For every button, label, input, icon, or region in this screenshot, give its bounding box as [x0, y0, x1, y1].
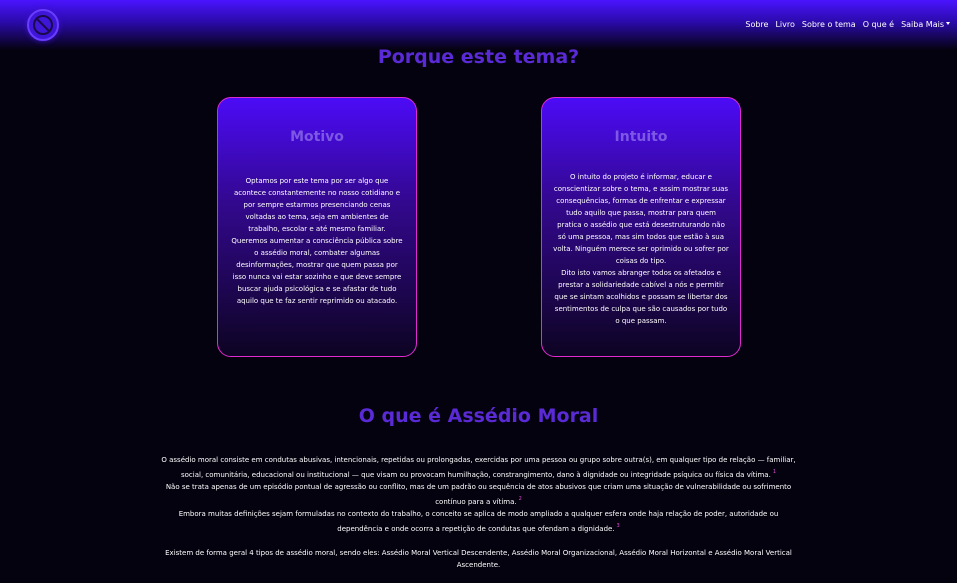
chevron-down-icon [946, 22, 950, 25]
section-title-what: O que é Assédio Moral [358, 405, 599, 427]
nav-dropdown-label: Saiba Mais [901, 20, 944, 29]
footnote-ref[interactable]: 1 [772, 469, 776, 475]
body-paragraph: Existem de forma geral 4 tipos de assédio moral, sendo eles: Assédio Moral Vertical Descendente, Assédio Moral Organizacional, Assédio Moral Horizontal e Assédio Moral Vertical Ascendente. [165, 549, 792, 569]
footnote-ref[interactable]: 2 [518, 496, 522, 502]
card-intuito [541, 97, 741, 357]
card-title-motivo: Motivo [290, 129, 344, 145]
nav-link-sobre-o-tema[interactable]: Sobre o tema [801, 20, 856, 29]
card-text-motivo [229, 175, 405, 307]
card-motivo [217, 97, 417, 357]
footnote-ref[interactable]: 3 [616, 523, 620, 529]
main-nav [745, 20, 950, 29]
card-text-intuito [553, 171, 729, 327]
body-paragraph: O assédio moral consiste em condutas abusivas, intencionais, repetidas ou prolongadas, exercidas por uma pessoa ou grupo sobre outra(s), em qualquer tipo de relação — familiar, social, comunitária, educacional ou institucional — que visam ou provocam humilhação, constrangimento, dano à dignidade ou integridade psíquica ou física da vítima. $^1$ [161, 456, 796, 479]
card-paragraph: O intuito do projeto é informar, educar e conscientizar sobre o tema, e assim mostrar suas consequências, formas de enfrentar e expressar tudo aquilo que passa, mostrar para quem pratica o assédio que está desestruturando não só uma pessoa, mas sim todos que estão à sua volta. Ninguém merece ser oprimido ou sofrer por coisas do tipo. [553, 173, 729, 265]
nav-dropdown-saiba-mais[interactable] [901, 20, 950, 29]
paragraph-spacer [160, 535, 797, 547]
card-title-intuito: Intuito [614, 129, 668, 145]
card-paragraph: Dito isto vamos abranger todos os afetados e prestar a solidariedade cabível a nós e permitir que se sintam acolhidos e possam se libertar dos sentimentos de culpa que são causados por tudo o que passam. [554, 269, 728, 325]
logo[interactable] [27, 9, 59, 41]
logo-icon [29, 11, 57, 39]
section-title-why: Porque este tema? [377, 46, 580, 68]
section-body-what [160, 454, 797, 571]
card-paragraph: Queremos aumentar a consciência pública sobre o assédio moral, combater algumas desinformações, mostrar que quem passa por isso nunca vai estar sozinho e que deve sempre buscar ajuda psicológica e se afastar de tudo aquilo que te faz sentir reprimido ou atacado. [231, 237, 403, 305]
nav-link-livro[interactable]: Livro [775, 20, 795, 29]
nav-link-sobre[interactable]: Sobre [745, 20, 769, 29]
card-paragraph: Optamos por este tema por ser algo que acontece constantemente no nosso cotidiano e por sempre estarmos presenciando cenas voltadas ao tema, seja em ambientes de trabalho, escolar e até mesmo familiar. [233, 177, 401, 233]
body-paragraph: Embora muitas definições sejam formuladas no contexto do trabalho, o conceito se aplica de modo ampliado a qualquer esfera onde haja relação de poder, autoridade ou dependência e onde ocorra a repetição de condutas que ofendam a dignidade. $^3$ [178, 510, 779, 533]
body-paragraph: Não se trata apenas de um episódio pontual de agressão ou conflito, mas de um padrão ou sequência de atos abusivos que criam uma situação de vulnerabilidade ou sofrimento contínuo para a vítima. $^2$ [165, 483, 792, 506]
nav-link-o-que-e[interactable]: O que é [862, 20, 895, 29]
navbar [0, 0, 957, 50]
